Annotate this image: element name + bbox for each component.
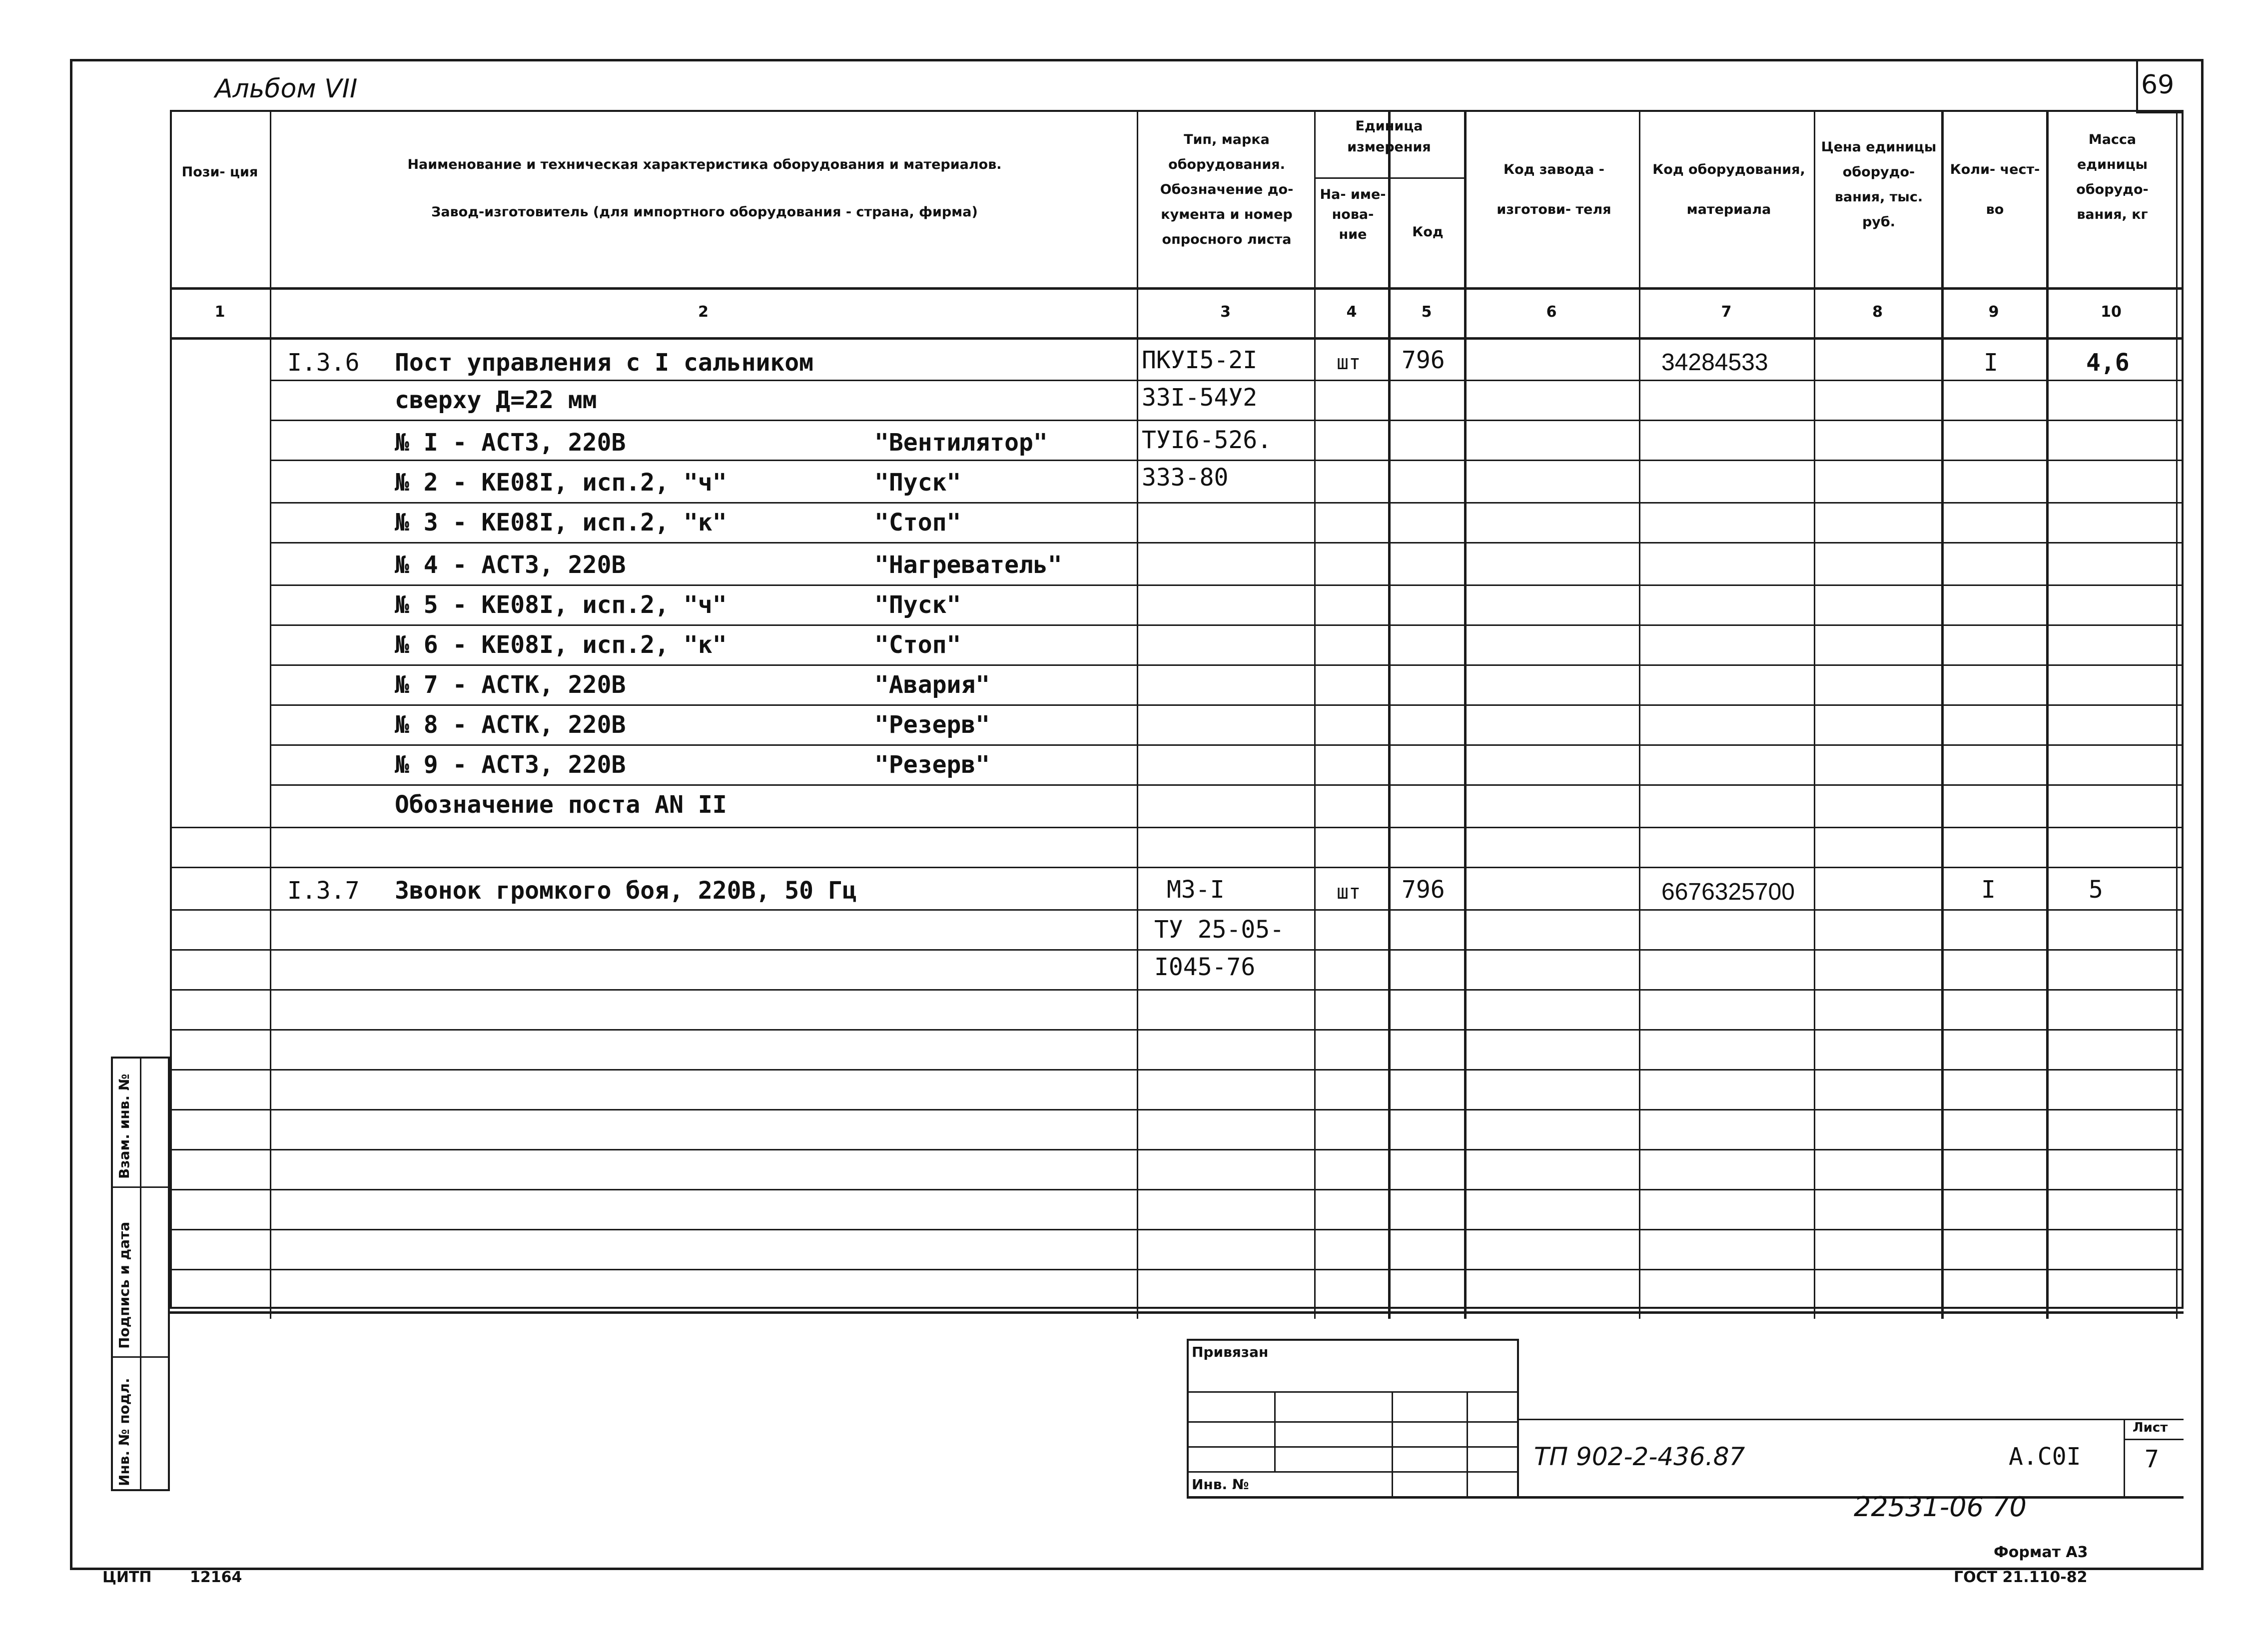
header-equip-code: Код оборудования, материала [1652, 162, 1805, 217]
header-name-line1: Наименование и техническая характеристика оборудования и материалов. [407, 157, 1002, 172]
col-number-3: 3 [1220, 303, 1231, 321]
col-number-1: 1 [214, 303, 225, 321]
cit-label: ЦИТП [102, 1569, 152, 1586]
row4-tag: "Пуск" [874, 469, 961, 497]
row6-tag: "Нагреватель" [874, 551, 1062, 579]
col-number-9: 9 [1988, 303, 1999, 321]
row3-tag: "Вентилятор" [874, 429, 1048, 457]
header-unit-code: Код [1412, 224, 1444, 240]
header-name-line2: Завод-изготовитель (для импортного оборудования - страна, фирма) [431, 204, 978, 220]
title-block-bottom [1187, 1496, 2184, 1499]
row9-name: № 7 - АСТК, 220В [395, 671, 626, 699]
doc-code: ТП 902-2-436.87 [1534, 1442, 1745, 1471]
row14-unit: шт [1337, 881, 1361, 904]
side-label-inventory: Инв. № подл. [116, 1378, 132, 1486]
side-label-replace: Взам. инв. № [116, 1074, 132, 1179]
row11-name: № 9 - АСТЗ, 220В [395, 751, 626, 779]
row6-name: № 4 - АСТЗ, 220В [395, 551, 626, 579]
row14-qty: I [1981, 876, 1996, 904]
row16-type: I045-76 [1154, 953, 1256, 981]
row2-type: 33I-54У2 [1142, 384, 1258, 412]
row10-name: № 8 - АСТК, 220В [395, 711, 626, 739]
side-label-signature: Подпись и дата [116, 1221, 132, 1349]
row8-tag: "Стоп" [874, 631, 961, 659]
row7-tag: "Пуск" [874, 591, 961, 619]
col-number-4: 4 [1346, 303, 1357, 321]
linked-stamp [1187, 1339, 1519, 1499]
header-pos: Пози- ция [181, 164, 258, 180]
row3-type: ТУI6-526. [1142, 426, 1272, 454]
row4-name: № 2 - КЕ08I, исп.2, "ч" [395, 469, 727, 497]
header-unit-group: Единица измерения [1347, 118, 1431, 155]
row5-tag: "Стоп" [874, 509, 961, 537]
row1-mass: 4,6 [2086, 349, 2130, 377]
row8-name: № 6 - КЕ08I, исп.2, "к" [395, 631, 727, 659]
header-qty: Коли- чест- во [1950, 162, 2040, 217]
col-number-2: 2 [698, 303, 709, 321]
sheet-number: 7 [2145, 1445, 2159, 1473]
row3-name: № I - АСТЗ, 220В [395, 429, 626, 457]
row1-qty: I [1984, 349, 1998, 377]
row1-name: Пост управления с I сальником [395, 349, 814, 377]
col-number-8: 8 [1872, 303, 1883, 321]
row14-name: Звонок громкого боя, 220В, 50 Гц [395, 877, 857, 905]
row14-type: МЗ-I [1167, 876, 1225, 904]
row11-tag: "Резерв" [874, 751, 990, 779]
row14-pos: I.3.7 [287, 877, 360, 905]
row14-unit-code: 796 [1402, 876, 1445, 904]
page-number: 69 [2141, 70, 2175, 100]
row12-name: Обозначение поста АN II [395, 791, 727, 819]
row1-unit-code: 796 [1402, 346, 1445, 374]
row4-type: 333-80 [1142, 464, 1229, 492]
linked-label: Привязан [1192, 1344, 1269, 1360]
row14-equip-code: 6676325700 [1661, 879, 1795, 905]
table-bottom-line [170, 1311, 2184, 1314]
sheet-label: Лист [2133, 1420, 2168, 1435]
row1-pos: I.3.6 [287, 349, 360, 377]
title-block-top [1519, 1419, 2184, 1420]
row10-tag: "Резерв" [874, 711, 990, 739]
cit-number: 12164 [190, 1569, 242, 1586]
order-number: 22531-06 70 [1854, 1491, 2027, 1523]
sheet-code: А.С0I [2009, 1443, 2081, 1471]
format-label: Формат А3 [1994, 1544, 2088, 1561]
row1-unit: шт [1337, 351, 1361, 374]
album-label: Альбом VII [215, 74, 358, 104]
header-type: Тип, марка оборудования. Обозначение до- кумента и номер опросного листа [1160, 132, 1294, 247]
col-number-7: 7 [1721, 303, 1732, 321]
row5-name: № 3 - КЕ08I, исп.2, "к" [395, 509, 727, 537]
header-factory-code: Код завода - изготови- теля [1496, 162, 1611, 217]
row1-equip-code: 34284533 [1661, 349, 1768, 376]
header-unit-name: На- име- нова- ние [1320, 187, 1386, 242]
row2-name: сверху Д=22 мм [395, 386, 597, 414]
row7-name: № 5 - КЕ08I, исп.2, "ч" [395, 591, 727, 619]
header-price: Цена единицы оборудо- вания, тыс. руб. [1821, 139, 1937, 230]
row15-type: ТУ 25-05- [1154, 916, 1285, 944]
header-mass: Масса единицы оборудо- вания, кг [2076, 132, 2149, 222]
gost-label: ГОСТ 21.110-82 [1954, 1569, 2088, 1586]
inv-label: Инв. № [1192, 1476, 1249, 1493]
col-number-5: 5 [1421, 303, 1432, 321]
col-number-6: 6 [1546, 303, 1557, 321]
row9-tag: "Авария" [874, 671, 990, 699]
row14-mass: 5 [2089, 876, 2103, 904]
row1-type: ПКУI5-2I [1142, 346, 1258, 374]
col-number-10: 10 [2101, 303, 2122, 321]
